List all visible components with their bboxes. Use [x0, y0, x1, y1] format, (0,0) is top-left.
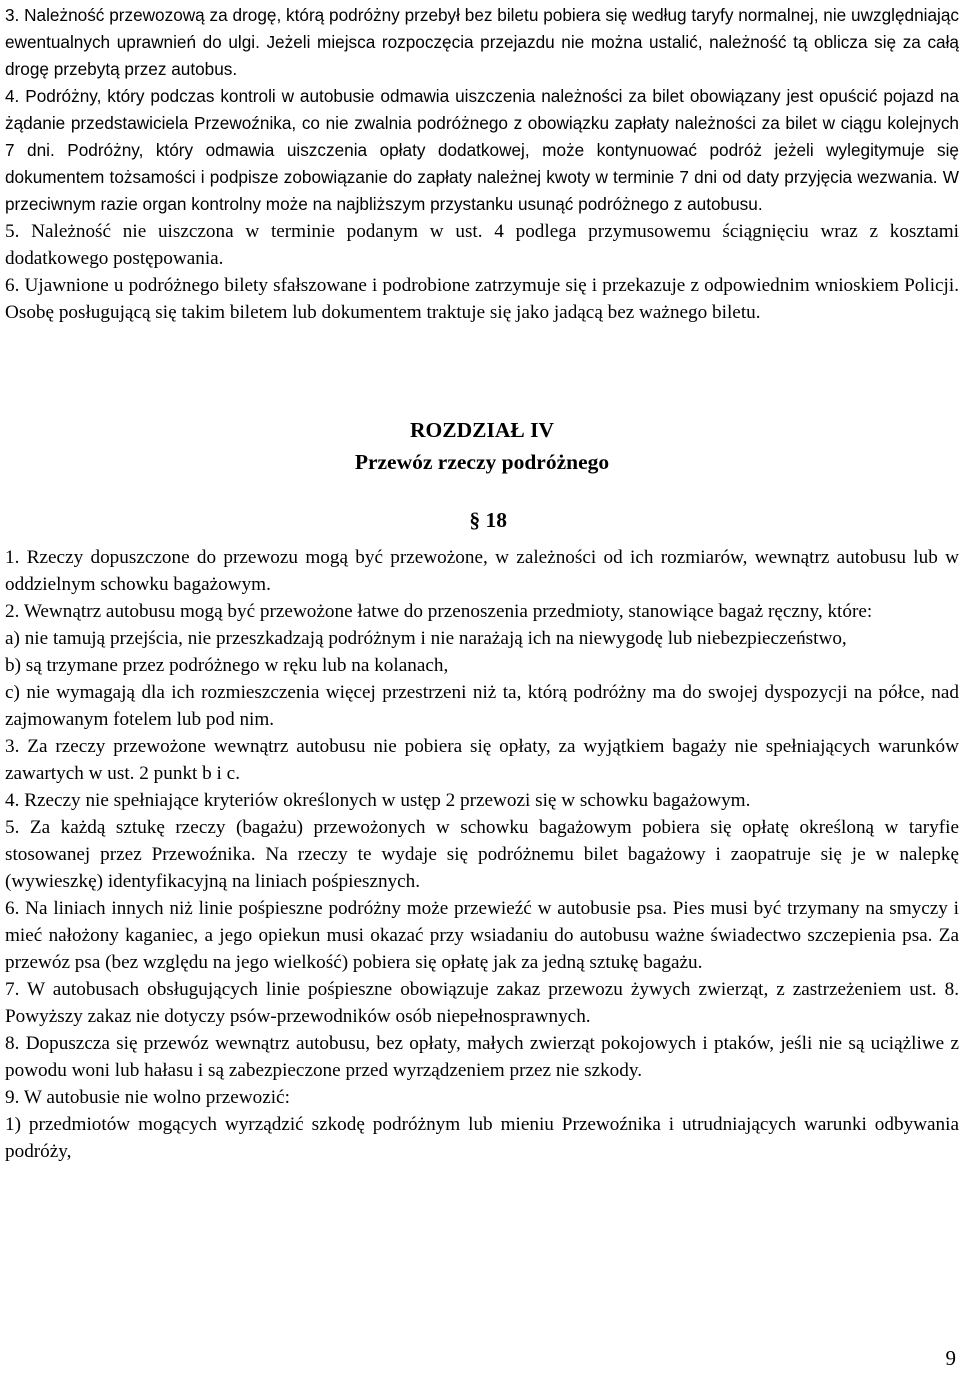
paragraph-3: 3. Należność przewozową za drogę, którą podróżny przebył bez biletu pobiera się według taryfy normalnej, nie uwzględniając ewentualnych uprawnień do ulgi. Jeżeli miejsca rozpoczęcia przejazdu nie można ustalić, należność tą oblicza się za całą drogę przebytą przez autobus.	[5, 5, 959, 79]
section-paragraph-5: 5. Za każdą sztukę rzeczy (bagażu) przewożonych w schowku bagażowym pobiera się opłatę określoną w taryfie stosowanej przez Przewoźnika. Na rzeczy te wydaje się podróżnemu bilet bagażowy i zaopatruje się je w nalepkę (wywieszkę) identyfikacyjną na liniach pośpiesznych.	[5, 817, 959, 892]
section-paragraph-2c: c) nie wymagają dla ich rozmieszczenia więcej przestrzeni niż ta, którą podróżny ma do swojej dyspozycji na półce, nad zajmowanym fotelem lub pod nim.	[5, 682, 959, 730]
section-paragraph-6: 6. Na liniach innych niż linie pośpieszne podróżny może przewieźć w autobusie psa. Pies musi być trzymany na smyczy i mieć nałożony kaganiec, a jego opiekun musi okazać przy wsiadaniu do autobusu ważne świadectwo szczepienia psa. Za przewóz psa (bez względu na jego wielkość) pobiera się opłatę jak za jedną sztukę bagażu.	[5, 898, 959, 973]
paragraphs-top	[5, 2, 959, 326]
section-paragraph-1: 1. Rzeczy dopuszczone do przewozu mogą być przewożone, w zależności od ich rozmiarów, wewnątrz autobusu lub w oddzielnym schowku bagażowym.	[5, 547, 959, 595]
paragraph-6: 6. Ujawnione u podróżnego bilety sfałszowane i podrobione zatrzymuje się i przekazuje z odpowiednim wnioskiem Policji. Osobę posługującą się takim biletem lub dokumentem traktuje się jako jadącą bez ważnego biletu.	[5, 275, 959, 323]
section-paragraph-8: 8. Dopuszcza się przewóz wewnątrz autobusu, bez opłaty, małych zwierząt pokojowych i ptaków, jeśli nie są uciążliwe z powodu woni lub hałasu i są zabezpieczone przed wyrządzeniem przez nie szkody.	[5, 1033, 959, 1081]
section-paragraph-2b: b) są trzymane przez podróżnego w ręku lub na kolanach,	[5, 655, 449, 676]
paragraph-4: 4. Podróżny, który podczas kontroli w autobusie odmawia uiszczenia należności za bilet obowiązany jest opuścić pojazd na żądanie przedstawiciela Przewoźnika, co nie zwalnia podróżnego z obowiązku zapłaty należności za bilet w ciągu kolejnych 7 dni. Podróżny, który odmawia uiszczenia opłaty dodatkowej, może kontynuować podróż jeżeli wylegitymuje się dokumentem tożsamości i podpisze zobowiązanie do zapłaty należnej kwoty w terminie 7 dni od daty przyjęcia wezwania. W przeciwnym razie organ kontrolny może na najbliższym przystanku usunąć podróżnego z autobusu.	[5, 86, 959, 214]
document-page	[5, 2, 959, 1165]
section-paragraph-3: 3. Za rzeczy przewożone wewnątrz autobusu nie pobiera się opłaty, za wyjątkiem bagaży nie spełniających warunków zawartych w ust. 2 punkt b i c.	[5, 736, 959, 784]
section-paragraph-7: 7. W autobusach obsługujących linie pośpieszne obowiązuje zakaz przewozu żywych zwierząt, z zastrzeżeniem ust. 8. Powyższy zakaz nie dotyczy psów-przewodników osób niepełnosprawnych.	[5, 979, 959, 1027]
section-paragraph-9-1: 1) przedmiotów mogących wyrządzić szkodę podróżnym lub mieniu Przewoźnika i utrudniających warunki odbywania podróży,	[5, 1114, 959, 1162]
section-paragraph-2: 2. Wewnątrz autobusu mogą być przewożone łatwe do przenoszenia przedmioty, stanowiące bagaż ręczny, które:	[5, 601, 873, 622]
paragraphs-section	[5, 544, 959, 1165]
chapter-title: ROZDZIAŁ IV	[410, 418, 554, 442]
section-heading	[5, 504, 959, 536]
section-paragraph-9: 9. W autobusie nie wolno przewozić:	[5, 1087, 290, 1108]
section-paragraph-4: 4. Rzeczy nie spełniające kryteriów określonych w ustęp 2 przewozi się w schowku bagażowym.	[5, 790, 751, 811]
section-number: 18	[485, 508, 507, 532]
section-symbol: §	[469, 508, 481, 532]
paragraph-5: 5. Należność nie uiszczona w terminie podanym w ust. 4 podlega przymusowemu ściągnięciu wraz z kosztami dodatkowego postępowania.	[5, 221, 959, 269]
section-paragraph-2a: a) nie tamują przejścia, nie przeszkadzają podróżnym i nie narażają ich na niewygodę lub niebezpieczeństwo,	[5, 628, 847, 649]
chapter-subtitle: Przewóz rzeczy podróżnego	[354, 450, 610, 474]
page-number: 9	[945, 1346, 956, 1370]
